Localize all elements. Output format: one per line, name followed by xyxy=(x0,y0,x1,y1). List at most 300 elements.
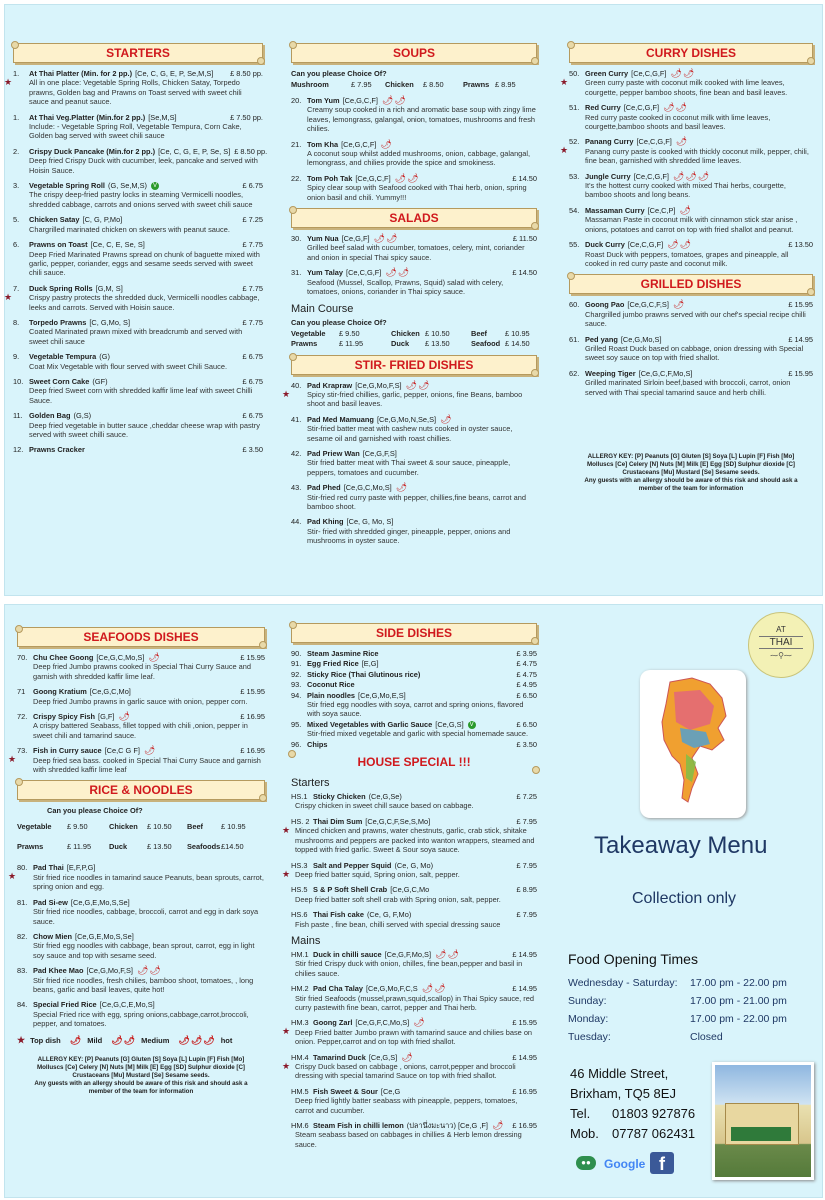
menu-item-row xyxy=(569,240,813,249)
item-name: Chow Mien xyxy=(33,931,73,941)
menu-item-row xyxy=(13,352,263,361)
item-allergens: (G,S) xyxy=(73,411,92,421)
mobile xyxy=(570,1124,695,1144)
item-number: 50. xyxy=(569,69,580,78)
item-description: Stir fried rice noodles, cabbage, broccoli, carrot and egg in dark soya sauce. xyxy=(33,907,259,926)
menu-item-row xyxy=(291,885,537,894)
item-name: Crispy Spicy Fish xyxy=(33,712,96,722)
chili-rating-icon: 🌶 xyxy=(395,482,409,493)
item-allergens: [Ce, C, G, E, P, Se,M,S] xyxy=(135,69,214,78)
allergy-line: Molluscs [Ce] Celery [N] Nuts [M] Milk [E] Egg [SD] Sulphur dioxide [C] xyxy=(37,1063,245,1071)
item-number: 72. xyxy=(17,712,28,722)
item-number: 90. xyxy=(291,649,302,658)
item-description: Deep fried batter squid, Spring onion, salt, pepper. xyxy=(295,869,460,879)
choice-price: £14.50 xyxy=(221,842,244,852)
item-name: Pad Krapraw xyxy=(307,380,353,390)
item-name: At Thai Platter (Min. for 2 pp.) xyxy=(29,69,133,78)
item-name: Ped yang xyxy=(585,334,618,344)
item-description: Minced chicken and prawns, water chestnuts, garlic, crab stick, shitake mushrooms and peppers are packed into wanton wrappers, steamed and topped with fried garlic. Sweet & Sour soya sauce. xyxy=(295,826,535,855)
choice-option: Prawns xyxy=(291,338,318,348)
item-description: Massaman Paste in coconut milk with cinnamon stick star anise , onions, potatoes and carrot on top with fried shallot and peanut. xyxy=(585,215,798,234)
item-price: £ 6.75 xyxy=(242,352,263,362)
choice-price: £ 8.95 xyxy=(495,80,516,89)
item-number: 54. xyxy=(569,205,580,215)
item-name: S & P Soft Shell Crab xyxy=(313,885,388,895)
item-number: HS. 2 xyxy=(291,816,310,826)
item-number: 44. xyxy=(291,517,302,527)
item-number: 10. xyxy=(13,376,24,386)
item-allergens: (ปลานึ่งมะนาว) [Ce,G ,F] xyxy=(406,1121,488,1131)
medium-chili-icon: 🌶🌶 xyxy=(111,1034,137,1045)
item-allergens: (Ce,G,Se) xyxy=(368,792,402,802)
item-price: £ 7.25 xyxy=(242,215,263,225)
choice-option: Duck xyxy=(109,842,128,852)
choice-option: Beef xyxy=(187,822,204,832)
item-name: Special Fried Rice xyxy=(33,1000,97,1010)
menu-item xyxy=(291,910,537,929)
top-dish-star-icon: ★ xyxy=(8,754,17,765)
item-allergens: (G, Se,M,S) xyxy=(107,181,147,191)
item-description: Deep Fried batter Jumbo prawn with tamarind sauce and chilies base on onion. Pepper,carrot and on top with fried shallot. xyxy=(295,1027,533,1047)
item-number: 41. xyxy=(291,414,302,424)
item-description: Stir-fried mixed vegetable and garlic with special homemade sauce. xyxy=(307,729,529,739)
item-number: HM.5 xyxy=(291,1086,309,1096)
item-description: Chargrilled marinated chicken on skewers with peanut sauce. xyxy=(29,224,230,234)
item-description: All in one place: Vegetable Spring Rolls, Chicken Satay, Torpedo prawns, Golden bag and Prawns on Toast served with sweet chili sauce and peanut sauce. xyxy=(29,78,242,107)
chili-rating-icon: 🌶🌶 xyxy=(667,239,693,250)
item-description: Seafood (Mussel, Scallop, Prawns, Squid) salad with celery, tomatoes, onions, coriander in Thai spicy sauce. xyxy=(307,277,504,297)
mild-chili-icon: 🌶 xyxy=(69,1034,83,1045)
chili-rating-icon: 🌶 xyxy=(118,711,131,722)
item-number: 53. xyxy=(569,171,580,181)
item-description: Panang curry paste is cooked with thickly coconut milk, pepper, chili, fine bean, garnished with shredded lime leaves. xyxy=(585,146,809,166)
item-allergens: [Ce,G,E,Mo,S,Se] xyxy=(75,931,134,941)
menu-item-row xyxy=(291,691,537,700)
item-name: Pad Thai xyxy=(33,863,64,873)
top-dish-star-icon: ★ xyxy=(282,1060,291,1071)
allergy-line: member of the team for information xyxy=(638,484,744,492)
item-description: A crispy battered Seabass, fillet topped with chili ,onion, pepper in sweet chili and tamarind sauce. xyxy=(33,721,248,740)
item-number: HS.1 xyxy=(291,792,308,802)
menu-page-top xyxy=(4,4,823,596)
item-name: Prawns Cracker xyxy=(29,445,85,455)
item-description: Deep fried batter soft shell crab with Spring onion, salt, pepper. xyxy=(295,894,501,904)
item-name: At Thai Veg.Platter (Min.for 2 pp.) xyxy=(29,112,146,122)
item-number: 7. xyxy=(13,283,20,293)
item-description: Deep Fried Marinated Prawns spread on chunk of baguette mixed with garlic, pepper, coriander, eggs and sesame seeds served with sweet chili sauce. xyxy=(29,249,260,278)
item-name: Plain noodles xyxy=(307,690,356,700)
item-allergens: [Se,M,S] xyxy=(148,112,177,122)
item-number: 21. xyxy=(291,139,302,149)
top-dish-star-icon: ★ xyxy=(4,291,13,302)
menu-item-row xyxy=(13,377,263,386)
menu-item xyxy=(13,146,268,175)
item-name: Pad Cha Talay xyxy=(313,984,363,994)
choice-price: £ 9.50 xyxy=(339,328,360,338)
item-number: 1. xyxy=(13,112,20,122)
menu-item xyxy=(8,745,265,775)
thailand-map-icon xyxy=(640,670,746,818)
item-price: £ 6.75 xyxy=(242,411,263,421)
item-name: Tamarind Duck xyxy=(313,1052,366,1062)
item-price: £ 7.75 xyxy=(242,317,263,327)
item-name: Duck Spring Rolls xyxy=(29,283,93,293)
chili-rating-icon: 🌶🌶🌶 xyxy=(672,170,711,181)
menu-item-row xyxy=(17,687,265,696)
item-allergens: [Ce,G,C,F,Mo,S] xyxy=(638,368,693,378)
item-price: £ 4.95 xyxy=(516,680,537,690)
menu-item xyxy=(291,234,537,262)
menu-item xyxy=(13,445,263,454)
at-thai-logo xyxy=(748,612,814,678)
item-name: Pad Priew Wan xyxy=(307,448,360,458)
menu-item-row xyxy=(291,659,537,668)
logo-thai: THAI xyxy=(759,636,803,649)
menu-item-row xyxy=(291,740,537,749)
chili-rating-icon: 🌶🌶 xyxy=(136,965,162,976)
hours-time: 17.00 pm - 22.00 pm xyxy=(690,977,787,989)
hot-chili-icon: 🌶🌶🌶 xyxy=(178,1034,216,1045)
choice-option: Chicken xyxy=(109,822,138,832)
menu-item-row xyxy=(291,1121,537,1130)
cutlery-icon: ⁓⚲⁓ xyxy=(770,651,792,660)
item-name: Salt and Pepper Squid xyxy=(313,860,392,870)
item-price: £ 8.50 pp. xyxy=(230,69,263,78)
item-price: £ 16.95 xyxy=(240,746,265,756)
starters-column xyxy=(4,43,268,461)
item-name: Thai Dim Sum xyxy=(313,816,363,826)
stir-fried-header: STIR- FRIED DISHES xyxy=(291,355,537,375)
item-number: 30. xyxy=(291,234,302,244)
item-number: 92. xyxy=(291,669,302,679)
hours-row xyxy=(568,977,803,995)
menu-item-row xyxy=(569,137,813,146)
item-allergens: [Ce,G xyxy=(380,1086,401,1096)
menu-item-row xyxy=(13,181,263,190)
chili-rating-icon: 🌶🌶 xyxy=(663,102,688,113)
menu-item-row xyxy=(291,415,537,424)
item-allergens: [Ce, G, Mo, S] xyxy=(346,517,394,527)
hours-row xyxy=(568,1031,803,1049)
menu-item xyxy=(13,318,263,346)
house-starters-label: Starters xyxy=(291,777,330,790)
menu-item xyxy=(569,300,813,328)
item-allergens: [Ce,G,Mo,F,S] xyxy=(86,966,133,976)
item-price: £ 3.50 xyxy=(242,445,263,455)
item-number: 73. xyxy=(17,746,28,756)
menu-item xyxy=(291,720,537,739)
item-number: 71 xyxy=(17,687,26,697)
menu-item xyxy=(291,649,537,658)
item-allergens: [Ce,G,F,S] xyxy=(362,448,397,458)
item-number: 60. xyxy=(569,300,580,310)
menu-item xyxy=(569,240,813,268)
menu-item xyxy=(282,1017,537,1047)
item-description: Stir fried rice noodles in tamarind sauce Peanuts, bean sprouts, carrot, spring onion and egg. xyxy=(33,872,264,892)
opening-times-table xyxy=(568,977,803,1049)
menu-item xyxy=(291,174,537,202)
choice-option: Vegetable xyxy=(17,822,52,832)
item-allergens: [Ce,C,P] xyxy=(647,205,676,215)
menu-item-row xyxy=(291,1053,537,1062)
menu-item xyxy=(291,1087,537,1115)
legend-mild: Mild xyxy=(87,1035,103,1045)
menu-item xyxy=(291,670,537,679)
item-allergens: (Ce, G, F,Mo) xyxy=(366,910,412,920)
item-name: Tom Poh Tak xyxy=(307,173,353,183)
choice-option: Seafood xyxy=(471,338,501,348)
hours-day: Sunday: xyxy=(568,995,607,1007)
menu-item-row xyxy=(17,712,265,721)
item-number: 84. xyxy=(17,1000,28,1010)
choice-price: £ 7.95 xyxy=(351,80,372,89)
item-price: £ 14.50 xyxy=(512,173,537,183)
item-description: Crispy chicken in sweet chill sauce based on cabbage. xyxy=(295,801,474,811)
item-name: Chu Chee Goong xyxy=(33,653,94,662)
item-number: 43. xyxy=(291,483,302,493)
item-allergens: [Ce, C, G, E, P, Se, S] xyxy=(158,146,231,156)
menu-item xyxy=(291,517,537,545)
rice-noodles-header: RICE & NOODLES xyxy=(17,780,265,800)
menu-item xyxy=(291,1121,537,1149)
telephone xyxy=(570,1104,695,1124)
legend-top-dish: Top dish xyxy=(30,1035,61,1045)
choice-price: £ 10.95 xyxy=(505,328,530,338)
item-description: It's the hottest curry cooked with mixed Thai herbs, courgette, bamboo shoots and long beans. xyxy=(585,181,786,200)
item-name: Fish in Curry sauce xyxy=(33,746,102,756)
menu-item xyxy=(291,950,537,978)
item-allergens: [Ce,C G F] xyxy=(104,746,140,756)
item-description: Chargrilled jumbo prawns served with our chef's special recipe chilli sauce. xyxy=(585,309,806,329)
item-allergens: [E,F,P,G] xyxy=(66,863,96,873)
menu-item-row xyxy=(291,950,537,959)
choice-price: £ 10.95 xyxy=(221,822,246,832)
item-price: £ 15.95 xyxy=(788,300,813,310)
item-number: 70. xyxy=(17,653,28,662)
item-name: Sticky Rice (Thai Glutinous rice) xyxy=(307,669,421,679)
item-name: Red Curry xyxy=(585,103,621,113)
choice-option: Chicken xyxy=(391,328,420,338)
thailand-map-image xyxy=(640,670,746,818)
opening-times-title: Food Opening Times xyxy=(568,951,698,967)
main-course-choice-grid xyxy=(291,329,537,349)
item-price: £ 16.95 xyxy=(512,1086,537,1096)
item-number: 94. xyxy=(291,690,302,700)
item-description: Crispy Duck based on cabbage , onions, carrot,pepper and broccoli dressing with special tamarind Sauce on top with fried shallot. xyxy=(295,1062,516,1081)
menu-item-row xyxy=(291,449,537,458)
seafood-header: SEAFOODS DISHES xyxy=(17,627,265,647)
menu-item-row xyxy=(13,445,263,454)
vegetarian-icon: V xyxy=(469,721,474,728)
menu-item-row xyxy=(569,206,813,215)
item-allergens: [Ce,G,F,Mo,S] xyxy=(384,949,432,959)
menu-item-row xyxy=(17,898,265,907)
item-allergens: [G,M, S] xyxy=(95,283,123,293)
choice-price: £ 14.50 xyxy=(505,338,530,348)
item-price: £ 15.95 xyxy=(788,368,813,378)
menu-item-row xyxy=(569,103,813,112)
choice-option: Beef xyxy=(471,328,488,338)
item-number: HS.5 xyxy=(291,885,308,895)
item-description: Coat Mix Vegetable with flour served with sweet Chili Sauce. xyxy=(29,361,227,371)
menu-item xyxy=(13,411,263,439)
item-description: Deep fried Crispy Duck with cucumber, leek, pancake and served with Hoisin Sauce. xyxy=(29,156,258,175)
hours-day: Monday: xyxy=(568,1013,609,1025)
item-name: Tom Kha xyxy=(307,139,339,149)
menu-item xyxy=(17,653,265,681)
choice-price: £ 9.50 xyxy=(67,822,88,832)
top-dish-star-icon: ★ xyxy=(17,1034,26,1045)
item-number: HM.1 xyxy=(291,949,309,959)
top-dish-star-icon: ★ xyxy=(560,145,569,156)
hours-day: Tuesday: xyxy=(568,1031,611,1043)
item-name: Jungle Curry xyxy=(585,171,631,181)
item-allergens: [Ce,G,S] xyxy=(435,719,464,729)
item-price: £ 6.50 xyxy=(516,690,537,700)
item-description: Creamy soup cooked in a rich and aromatic base soup with zingy lime leaves, lemongrass, galangal, onion, tomatoes, mushrooms and fresh chilies. xyxy=(307,105,536,134)
menu-item xyxy=(291,415,537,443)
menu-item-row xyxy=(13,411,263,420)
chili-rating-icon: 🌶🌶 xyxy=(405,379,431,390)
item-number: HS.3 xyxy=(291,860,308,870)
item-name: Duck in chilli sauce xyxy=(313,949,382,959)
item-name: Chicken Satay xyxy=(29,215,80,225)
item-number: 3. xyxy=(13,181,20,191)
allergy-line: ALLERGY KEY: [P] Peanuts [G] Gluten [S] Soya [L] Lupin [F] Fish [Mo] xyxy=(587,452,795,460)
menu-item-row xyxy=(569,69,813,78)
salads-header: SALADS xyxy=(291,208,537,228)
allergy-line: Molluscs [Ce] Celery [N] Nuts [M] Milk [E] Egg [SD] Sulphur dioxide [C] xyxy=(587,460,795,468)
item-number: 82. xyxy=(17,931,28,941)
side-house-column xyxy=(282,623,537,1155)
item-price: £ 3.95 xyxy=(516,649,537,658)
rice-choice-grid xyxy=(17,817,265,857)
item-description: A coconut soup whilst added mushrooms, onion, cabbage, galangal, lemongrass, and chilies provide the spice and smokiness. xyxy=(307,149,531,168)
menu-item xyxy=(13,181,263,209)
item-description: The crispy deep-fried pastry locks in steaming Vermicelli noodles, shredded cabbage, carrots and onions served with sweet chili sauce xyxy=(29,190,253,209)
menu-item xyxy=(17,898,265,926)
item-description: Deep fried vegetable in butter sauce ,cheddar cheese wrap with pastry served with sweet chilli sauce. xyxy=(29,420,260,439)
address-line-2: Brixham, TQ5 8EJ xyxy=(570,1086,676,1101)
top-dish-star-icon: ★ xyxy=(282,868,291,879)
tripadvisor-icon[interactable]: ●● xyxy=(576,1156,596,1170)
menu-item xyxy=(4,283,263,312)
main-course-label: Main Course xyxy=(291,302,354,315)
item-allergens: [Ce,G,Mo,F,C,S xyxy=(365,984,418,994)
main-course-choice-prompt: Can you please Choice Of? xyxy=(291,317,387,327)
item-name: Coconut Rice xyxy=(307,680,355,690)
item-allergens: [Ce,G,C,F,Se,S,Mo] xyxy=(365,816,431,826)
menu-item xyxy=(17,687,265,706)
chili-rating-icon: 🌶 xyxy=(413,1017,426,1028)
menu-item xyxy=(569,369,813,397)
side-dishes-header: SIDE DISHES xyxy=(291,623,537,643)
item-description: Red curry paste cooked in coconut milk with lime leaves, courgette,bamboo shoots and basil leaves. xyxy=(585,112,771,132)
menu-item xyxy=(291,984,537,1012)
item-price: £ 7.95 xyxy=(516,816,537,826)
item-allergens: [Ce,G,C,F] xyxy=(341,139,377,149)
item-number: HM.2 xyxy=(291,984,309,994)
menu-item-row xyxy=(291,984,537,993)
menu-item-row xyxy=(569,300,813,309)
item-name: Panang Curry xyxy=(585,137,634,147)
item-description: Deep fried Jumbo prawns in garlic sauce with onion, pepper corn. xyxy=(33,696,248,706)
grilled-header: GRILLED DISHES xyxy=(569,274,813,294)
curry-header: CURRY DISHES xyxy=(569,43,813,63)
menu-item-row xyxy=(291,174,537,183)
item-number: HM.6 xyxy=(291,1121,309,1131)
item-allergens: [Ce,C,G,F] xyxy=(627,240,664,250)
item-name: Chips xyxy=(307,739,328,749)
item-price: £ 6.75 xyxy=(242,376,263,386)
item-description: Coated Marinated prawn mixed with breadcrumb and served with sweet chili sauce xyxy=(29,327,243,346)
choice-price: £ 11.95 xyxy=(339,338,364,348)
item-allergens: [Ce,C,G,F] xyxy=(633,171,669,181)
item-allergens: [Ce,C,G,F] xyxy=(623,103,660,113)
item-price: £ 7.25 xyxy=(516,792,537,802)
vegetarian-icon: V xyxy=(152,182,157,189)
item-number: 80. xyxy=(17,863,28,873)
item-number: 20. xyxy=(291,96,302,105)
item-number: 31. xyxy=(291,268,302,278)
item-name: Pad Phed xyxy=(307,483,341,493)
menu-item-row xyxy=(13,284,263,293)
item-allergens: [Ce,G,S] xyxy=(368,1052,398,1062)
choice-price: £ 10.50 xyxy=(147,822,172,832)
item-number: 96. xyxy=(291,739,302,749)
menu-item-row xyxy=(13,240,263,249)
item-name: Goong Zarl xyxy=(313,1018,353,1028)
menu-item-row xyxy=(291,96,537,105)
allergy-line: member of the team for information xyxy=(88,1087,194,1095)
item-price: £ 13.50 xyxy=(788,240,813,250)
menu-item xyxy=(569,206,813,234)
item-description: Stir fried rice noodles, fresh chilies, bamboo shoot, tomatoes, , long beans, garlic and basil leaves, quite hot! xyxy=(33,975,254,994)
menu-item-row xyxy=(569,172,813,181)
facebook-icon[interactable]: f xyxy=(650,1152,674,1174)
menu-item xyxy=(13,113,263,141)
allergy-line: Crustaceans [Mu] Mustard [Se] Sesame seeds. xyxy=(622,468,760,476)
legend-hot: hot xyxy=(220,1035,233,1045)
item-number: 42. xyxy=(291,448,302,458)
takeaway-menu-title: Takeaway Menu xyxy=(594,832,768,859)
item-description: Special Fried rice with egg, spring onions,cabbage,carrot,broccoli, pepper, and tomatoes. xyxy=(33,1009,249,1029)
menu-item xyxy=(17,1000,265,1028)
chili-rating-icon: 🌶 xyxy=(679,204,692,215)
item-name: Egg Fried Rice xyxy=(307,659,359,669)
spice-legend xyxy=(17,1035,265,1046)
item-name: Vegetable Spring Roll xyxy=(29,181,105,191)
choice-price: £ 13.50 xyxy=(147,842,172,852)
choice-option: Chicken xyxy=(385,80,414,89)
item-allergens: [Ce,C,G,F] xyxy=(346,268,382,278)
item-description: Stir fried batter meat with Thai sweet & sour sauce, pineapple, peppers, tomatoes and cucumber. xyxy=(307,458,511,477)
menu-item-row xyxy=(17,746,265,755)
menu-item-row xyxy=(13,215,263,224)
item-allergens: [Ce,G,C,Mo,S] xyxy=(343,483,392,493)
item-name: Pad Med Mamuang xyxy=(307,414,374,424)
item-allergens: [Ce,G,C,Mo,S] xyxy=(96,653,145,662)
menu-item xyxy=(291,96,537,134)
legend-medium: Medium xyxy=(141,1035,170,1045)
item-number: 83. xyxy=(17,966,28,976)
menu-item-row xyxy=(17,863,265,872)
google-link[interactable]: Google xyxy=(604,1157,646,1171)
item-allergens: (G) xyxy=(99,352,110,362)
item-number: 5. xyxy=(13,215,20,225)
menu-item xyxy=(13,215,263,234)
item-number: 2. xyxy=(13,146,20,156)
